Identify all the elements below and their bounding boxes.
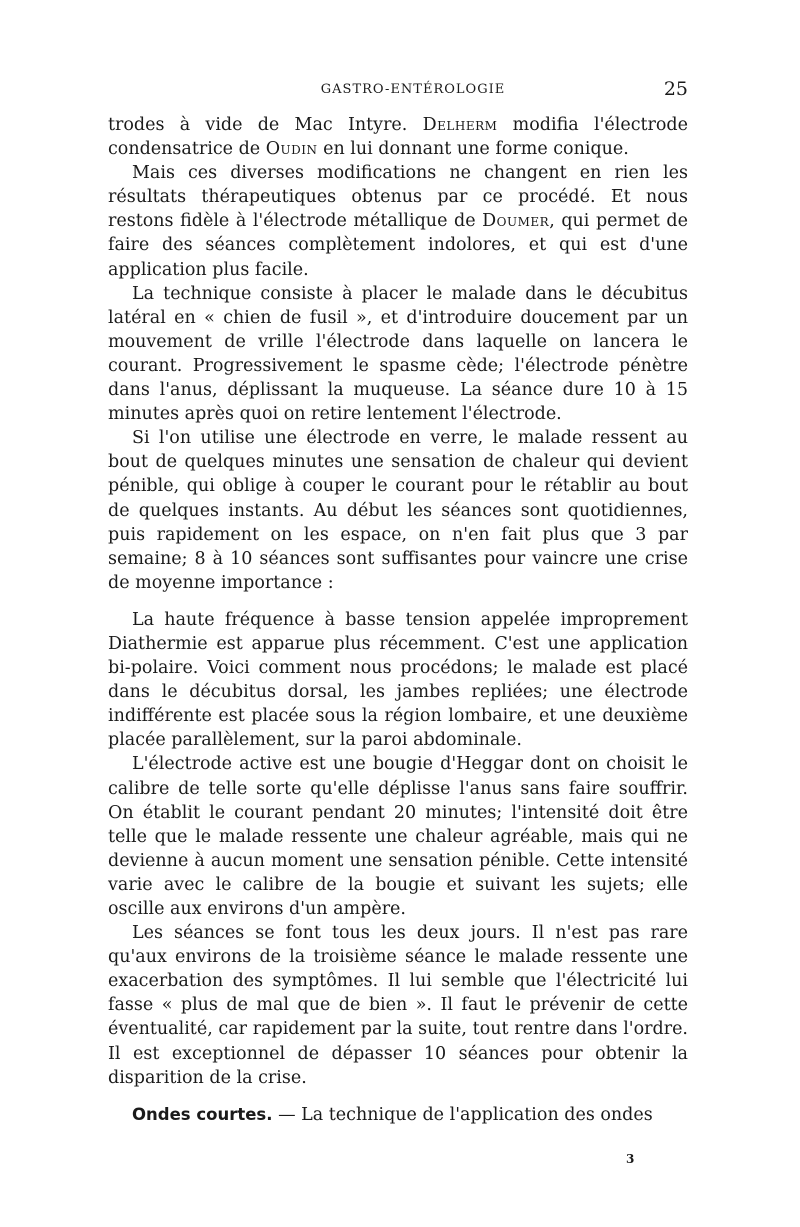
page-number: 25	[663, 78, 688, 100]
paragraph-3: La technique consiste à placer le malade dans le décubitus latéral en « chien de fusil », et d'introduire doucement par un mouvement de vrille l'électrode dans laquelle on lancera le courant. Progressivement le spasme cède; l'électrode pénètre dans l'anus, déplissant la muqueuse. La séance dure 10 à 15 minutes après quoi on retire lentement l'électrode.	[108, 283, 688, 425]
paragraph-7: Les séances se font tous les deux jours. Il n'est pas rare qu'aux environs de la troisième séance le malade ressente une exacerbation des symptômes. Il lui semble que l'électricité lui fasse « plus de mal que de bien ». Il faut le prévenir de cette éventualité, car rapidement par la suite, tout rentre dans l'ordre. Il est exceptionnel de dépasser 10 séances pour obtenir la disparition de la crise.	[108, 923, 688, 1088]
text-span: en lui donnant une forme conique.	[317, 139, 629, 160]
text-span: , qui permet de faire des séances complètement indolores, et qui est d'une application plus facile.	[108, 211, 688, 280]
paragraph-4: Si l'on utilise une électrode en verre, le malade ressent au bout de quelques minutes une sensation de chaleur qui devient pénible, qui oblige à couper le courant pour le rétablir au bout de quelques instants. Au début les séances sont quotidiennes, puis rapidement on les espace, on n'en fait plus que 3 par semaine; 8 à 10 séances sont suffisantes pour vaincre une crise de moyenne importance :	[108, 428, 688, 593]
paragraph-2	[108, 161, 688, 281]
paragraph-1	[108, 113, 688, 161]
section-heading: Ondes courtes.	[132, 1104, 273, 1124]
body-text	[108, 113, 688, 1127]
text-span: trodes à vide de Mac Intyre.	[108, 115, 423, 135]
paragraph-6: L'électrode active est une bougie d'Heggar dont on choisit le calibre de telle sorte qu'elle déplisse l'anus sans faire souffrir. On établit le courant pendant 20 minutes; l'intensité doit être telle que le malade ressente une chaleur agréable, mais qui ne devienne à aucun moment une sensation pénible. Cette intensité varie avec le calibre de la bougie et suivant les sujets; elle oscille aux environs d'un ampère.	[108, 754, 688, 919]
author-name-delherm: Delherm	[422, 115, 498, 135]
paragraph-5: La haute fréquence à basse tension appelée improprement Diathermie est apparue plus récemment. C'est une application bi-polaire. Voici comment nous procédons; le malade est placé dans le décubitus dorsal, les jambes repliées; une électrode indifférente est placée sous la région lombaire, et une deuxième placée parallèlement, sur la paroi abdominale.	[108, 609, 688, 751]
text-span: — La technique de l'application des ondes	[272, 1104, 653, 1125]
section-ondes-courtes	[108, 1103, 688, 1127]
signature-mark: 3	[626, 1152, 635, 1166]
text-span: Mais ces diverses modifications ne changent en rien les résultats thérapeutiques obtenus par ce procédé. Et nous restons fidèle à l'électrode métallique de	[108, 163, 688, 232]
text-span: modifia l'électrode condensatrice de	[108, 115, 688, 160]
page-header	[108, 76, 688, 104]
running-title: GASTRO-ENTÉROLOGIE	[320, 82, 506, 97]
author-name-oudin: Oudin	[265, 139, 318, 160]
author-name-doumer: Doumer	[482, 211, 550, 232]
